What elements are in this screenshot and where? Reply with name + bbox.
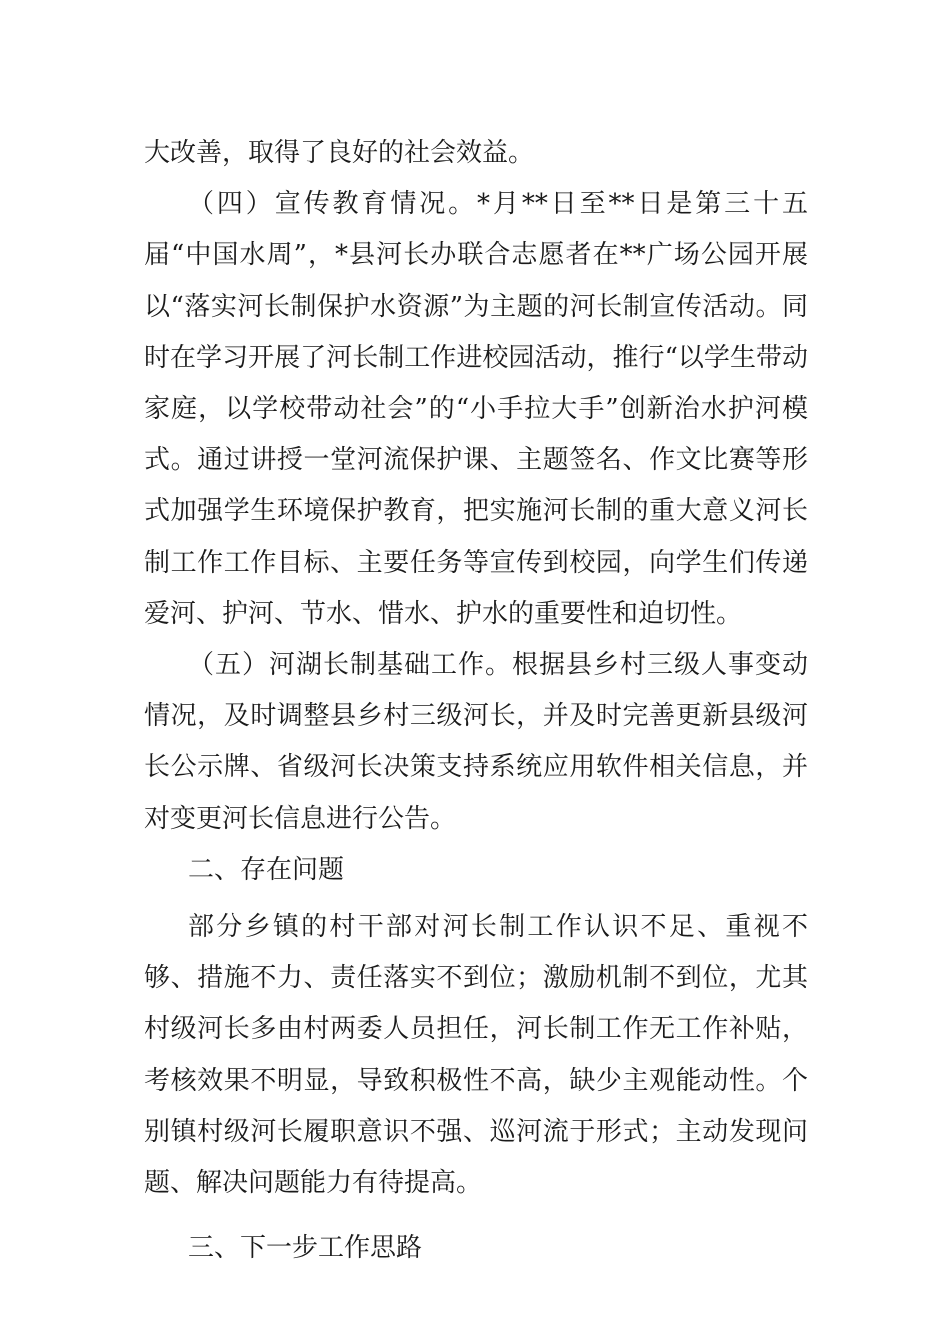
paragraph-continuation: 大改善，取得了良好的社会效益。: [144, 138, 535, 168]
section-heading-next-steps: 三、下一步工作思路: [188, 1233, 423, 1264]
paragraph-problems: 部分乡镇的村干部对河长制工作认识不足、重视不够、措施不力、责任落实不到位；激励机制不到位，尤其村级河长多由村两委人员担任，河长制工作无工作补贴，考核效果不明显，导致积极性不高，缺少主观能动性。个别镇村级河长履职意识不强、巡河流于形式；主动发现问题、解决问题能力有待提高。: [144, 912, 808, 1199]
paragraph-publicity-education: （四）宣传教育情况。*月**日至**日是第三十五届“中国水周”，*县河长办联合志愿者在**广场公园开展以“落实河长制保护水资源”为主题的河长制宣传活动。同时在学习开展了河长制工作进校园活动，推行“以学生带动家庭，以学校带动社会”的“小手拉大手”创新治水护河模式。通过讲授一堂河流保护课、主题签名、作文比赛等形式加强学生环境保护教育，把实施河长制的重大意义河长制工作工作目标、主要任务等宣传到校园，向学生们传递爱河、护河、节水、惜水、护水的重要性和迫切性。: [144, 189, 808, 629]
document-body: [144, 128, 808, 1274]
section-heading-problems: 二、存在问题: [188, 854, 345, 885]
paragraph-basic-work: （五）河湖长制基础工作。根据县乡村三级人事变动情况，及时调整县乡村三级河长，并及时完善更新县级河长公示牌、省级河长决策支持系统应用软件相关信息，并对变更河长信息进行公告。: [144, 650, 808, 834]
